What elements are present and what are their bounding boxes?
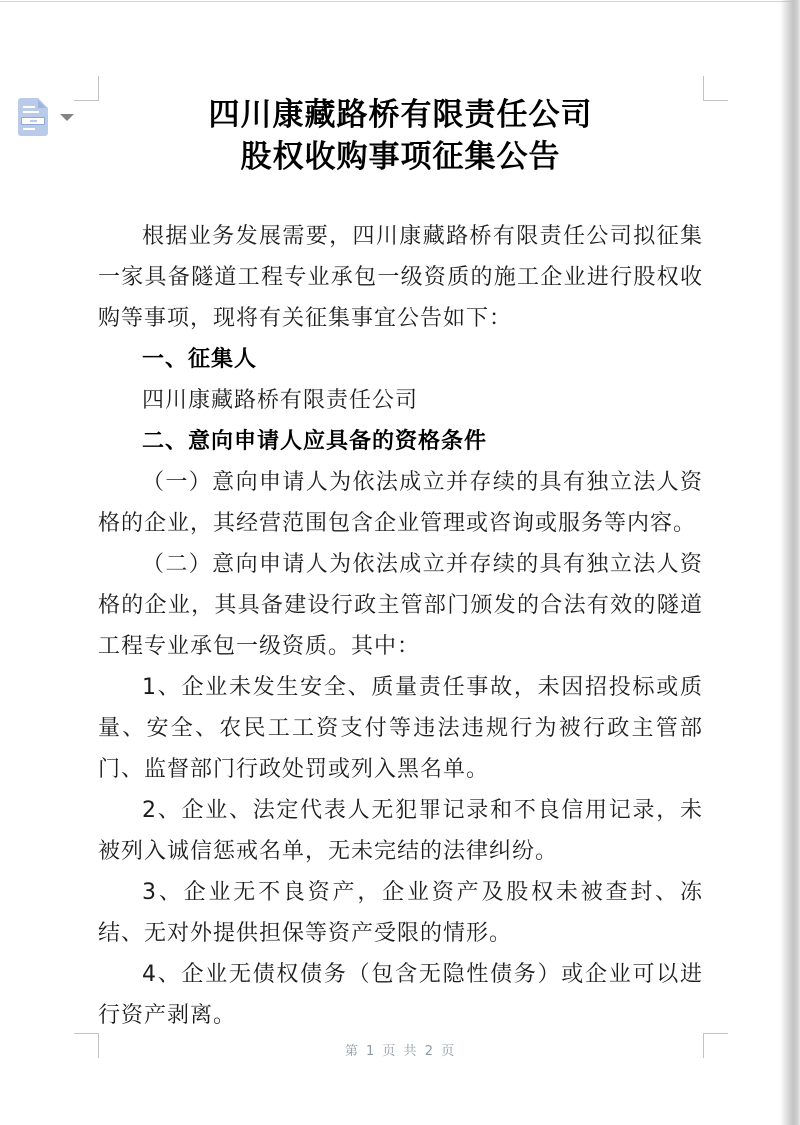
body-paragraph[interactable]: 4、企业无债权债务（包含无隐性债务）或企业可以进行资产剥离。	[98, 962, 703, 1028]
body-paragraph[interactable]: 3、企业无不良资产，企业资产及股权未被查封、冻结、无对外提供担保等资产受限的情形。	[98, 880, 703, 946]
body-paragraph[interactable]: 四川康藏路桥有限责任公司	[142, 388, 419, 413]
paste-options-icon	[18, 98, 48, 136]
document-title-line2[interactable]: 股权收购事项征集公告	[240, 139, 561, 175]
page-number-footer: 第 1 页 共 2 页	[344, 1044, 457, 1059]
paste-options-button[interactable]	[18, 98, 74, 136]
section-heading[interactable]: 一、征集人	[142, 347, 258, 372]
document-body[interactable]	[98, 216, 703, 1036]
margin-crop-mark-bottom-right	[703, 1033, 728, 1058]
section-heading[interactable]: 二、意向申请人应具备的资格条件	[142, 429, 488, 454]
body-paragraph[interactable]: 根据业务发展需要，四川康藏路桥有限责任公司拟征集一家具备隧道工程专业承包一级资质的施工企业进行股权收购等事项，现将有关征集事宜公告如下：	[98, 224, 703, 331]
text-line-glyph	[23, 128, 35, 130]
chevron-down-icon[interactable]	[60, 114, 74, 121]
margin-crop-mark-top-right	[703, 76, 728, 101]
paste-field-glyph	[21, 117, 45, 125]
body-paragraph[interactable]: 1、企业未发生安全、质量责任事故，未因招投标或质量、安全、农民工工资支付等违法违规行为被行政主管部门、监督部门行政处罚或列入黑名单。	[98, 675, 703, 782]
body-paragraph[interactable]: （二）意向申请人为依法成立并存续的具有独立法人资格的企业，其具备建设行政主管部门颁发的合法有效的隧道工程专业承包一级资质。其中：	[98, 552, 703, 659]
page-top-border	[0, 1, 800, 2]
text-line-glyph	[23, 111, 39, 113]
document-title[interactable]	[98, 94, 703, 178]
text-line-glyph	[23, 106, 35, 108]
margin-crop-mark-top-left	[74, 76, 99, 101]
page-right-edge-shadow	[780, 0, 800, 1125]
document-title-line1[interactable]: 四川康藏路桥有限责任公司	[208, 97, 593, 133]
body-paragraph[interactable]: （一）意向申请人为依法成立并存续的具有独立法人资格的企业，其经营范围包含企业管理或咨询或服务等内容。	[98, 470, 703, 536]
body-paragraph[interactable]: 2、企业、法定代表人无犯罪记录和不良信用记录，未被列入诚信惩戒名单，无未完结的法律纠纷。	[98, 798, 703, 864]
margin-crop-mark-bottom-left	[74, 1033, 99, 1058]
folded-corner-shadow	[38, 100, 46, 108]
